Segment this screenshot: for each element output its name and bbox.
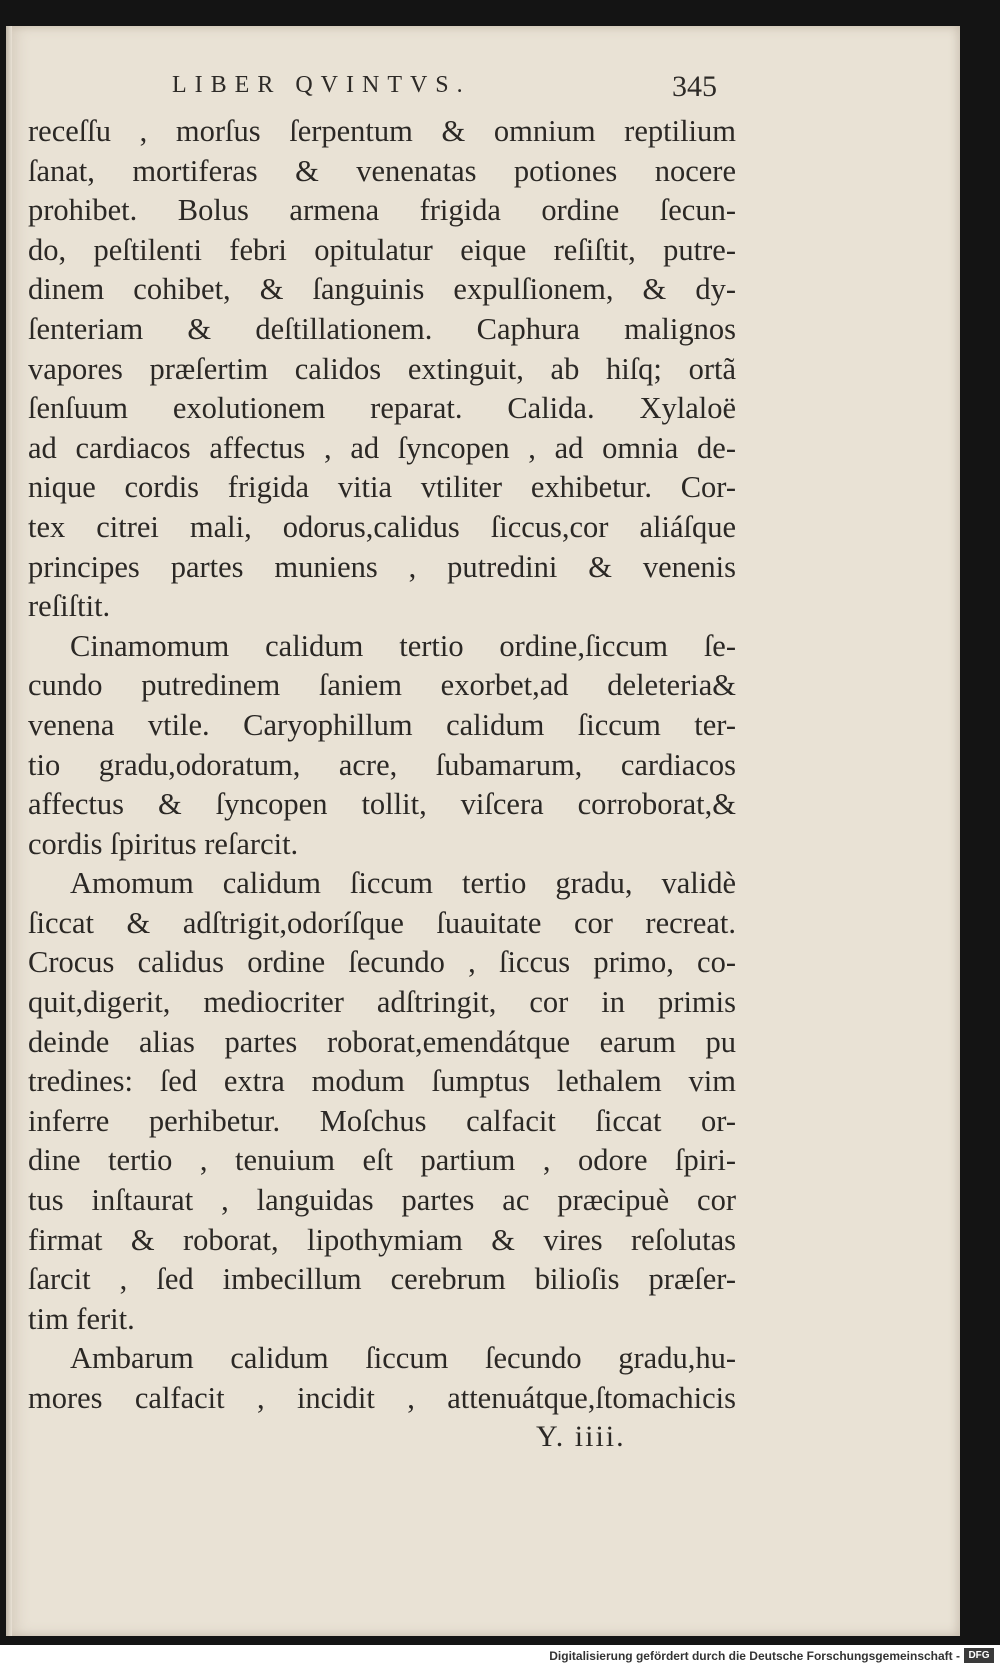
text-line: tex citrei mali, odorus,calidus ſiccus,cor aliáſque bbox=[28, 509, 736, 544]
text-line: tus inſtaurat , languidas partes ac præcipuè cor bbox=[28, 1183, 736, 1218]
text-line: reſiſtit. bbox=[28, 589, 111, 624]
text-line: tio gradu,odoratum, acre, ſubamarum, cardiacos bbox=[28, 747, 736, 782]
text-line: receſſu , morſus ſerpentum & omnium reptilium bbox=[28, 114, 736, 148]
dfg-logo: DFG bbox=[964, 1648, 994, 1663]
text-line: principes partes muniens , putredini & venenis bbox=[28, 549, 736, 584]
text-line: do, peſtilenti febri opitulatur eique reſiſtit, putre- bbox=[28, 232, 736, 267]
text-line: Amomum calidum ſiccum tertio gradu, validè bbox=[70, 866, 736, 901]
page-header bbox=[0, 72, 1000, 112]
text-line: ſanat, mortiferas & venenatas potiones nocere bbox=[28, 153, 736, 188]
catchword: Y. iiii. bbox=[536, 1420, 626, 1453]
text-line: venena vtile. Caryophillum calidum ſiccum ter- bbox=[28, 707, 736, 742]
text-line: deinde alias partes roborat,emendátque earum pu bbox=[28, 1024, 736, 1059]
text-line: ſenſuum exolutionem reparat. Calida. Xylaloë bbox=[28, 391, 736, 426]
text-line: prohibet. Bolus armena frigida ordine ſecun- bbox=[28, 193, 736, 228]
text-line: Crocus calidus ordine ſecundo , ſiccus primo, co- bbox=[28, 945, 736, 980]
funding-credit: Digitalisierung gefördert durch die Deutsche Forschungsgemeinschaft - bbox=[549, 1649, 960, 1663]
text-line: mores calfacit , incidit , attenuátque,ſtomachicis bbox=[28, 1381, 736, 1415]
text-line: affectus & ſyncopen tollit, viſcera corroborat,& bbox=[28, 787, 736, 822]
text-line: dine tertio , tenuium eſt partium , odore ſpiri- bbox=[28, 1143, 736, 1178]
text-line: ſiccat & adſtrigit,odoríſque ſuauitate cor recreat. bbox=[28, 905, 736, 940]
text-line: Ambarum calidum ſiccum ſecundo gradu,hu- bbox=[70, 1341, 736, 1376]
text-line: Cinamomum calidum tertio ordine,ſiccum ſe- bbox=[70, 628, 736, 663]
text-line: nique cordis frigida vitia vtiliter exhibetur. Cor- bbox=[28, 470, 736, 505]
text-line: vapores præſertim calidos extinguit, ab hiſq; ortã bbox=[28, 351, 736, 386]
text-line: cordis ſpiritus reſarcit. bbox=[28, 826, 299, 861]
text-line: tredines: ſed extra modum ſumptus lethalem vim bbox=[28, 1064, 736, 1099]
running-head: LIBER QVINTVS. bbox=[172, 72, 471, 98]
footer-bar bbox=[0, 1645, 1000, 1670]
text-line: tim ferit. bbox=[28, 1301, 135, 1336]
body-text bbox=[28, 112, 736, 1419]
text-line: ſarcit , ſed imbecillum cerebrum bilioſis præſer- bbox=[28, 1262, 736, 1297]
text-line: quit,digerit, mediocriter adſtringit, cor in primis bbox=[28, 985, 736, 1020]
text-line: ad cardiacos affectus , ad ſyncopen , ad omnia de- bbox=[28, 430, 736, 465]
text-line: dinem cohibet, & ſanguinis expulſionem, & dy- bbox=[28, 272, 736, 307]
text-line: cundo putredinem ſaniem exorbet,ad deleteria& bbox=[28, 668, 736, 703]
page-number: 345 bbox=[672, 70, 717, 103]
text-line: firmat & roborat, lipothymiam & vires reſolutas bbox=[28, 1222, 736, 1257]
text-line: inferre perhibetur. Moſchus calfacit ſiccat or- bbox=[28, 1103, 736, 1138]
text-line: ſenteriam & deſtillationem. Caphura malignos bbox=[28, 311, 736, 346]
page-gutter-edge bbox=[6, 26, 12, 1636]
